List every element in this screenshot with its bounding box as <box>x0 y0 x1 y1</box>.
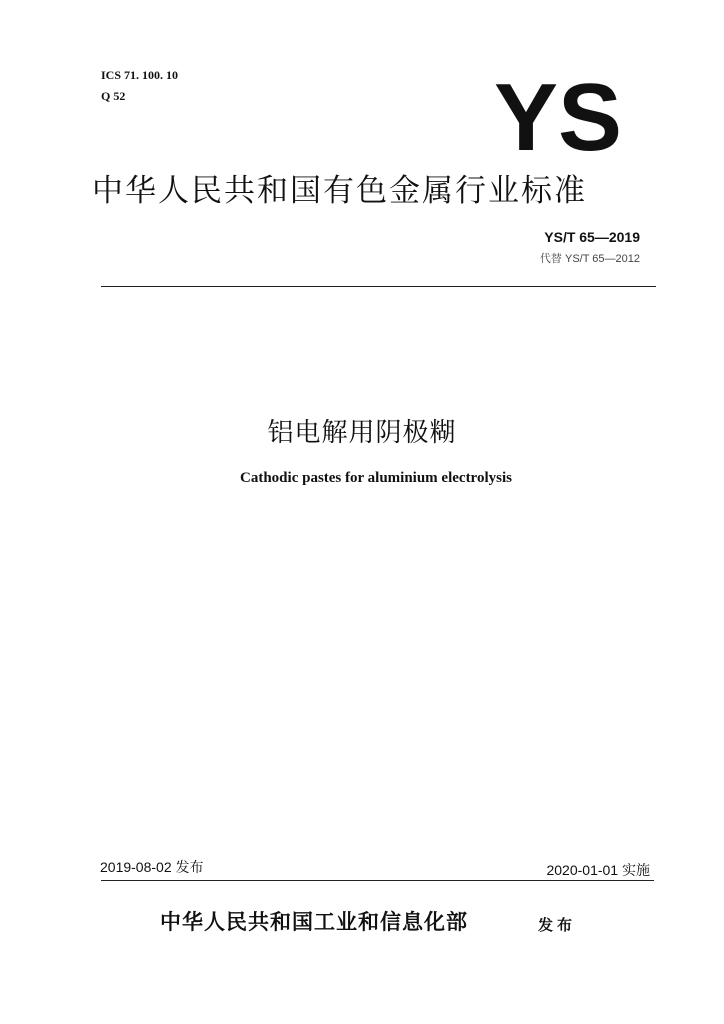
standard-number: YS/T 65—2019 <box>544 229 640 245</box>
footer-divider <box>101 880 654 881</box>
industry-standard-title: 中华人民共和国有色金属行业标准 <box>92 173 587 209</box>
issuing-authority: 中华人民共和国工业和信息化部 <box>160 909 468 934</box>
ys-logo <box>492 70 624 156</box>
document-title-chinese: 铝电解用阴极糊 <box>267 418 457 448</box>
implementation-date: 2020-01-01 实施 <box>546 862 650 878</box>
issue-date: 2019-08-02 发布 <box>100 859 204 875</box>
ys-logo-text: YS <box>494 70 622 156</box>
ics-code: ICS 71. 100. 10 <box>101 68 179 82</box>
document-title-english: Cathodic pastes for aluminium electrolysis <box>240 470 512 486</box>
ccs-code: Q 52 <box>101 89 126 103</box>
header-divider <box>101 286 656 287</box>
replaced-standard: 代替 YS/T 65—2012 <box>539 253 640 265</box>
publish-label: 发布 <box>538 916 577 934</box>
